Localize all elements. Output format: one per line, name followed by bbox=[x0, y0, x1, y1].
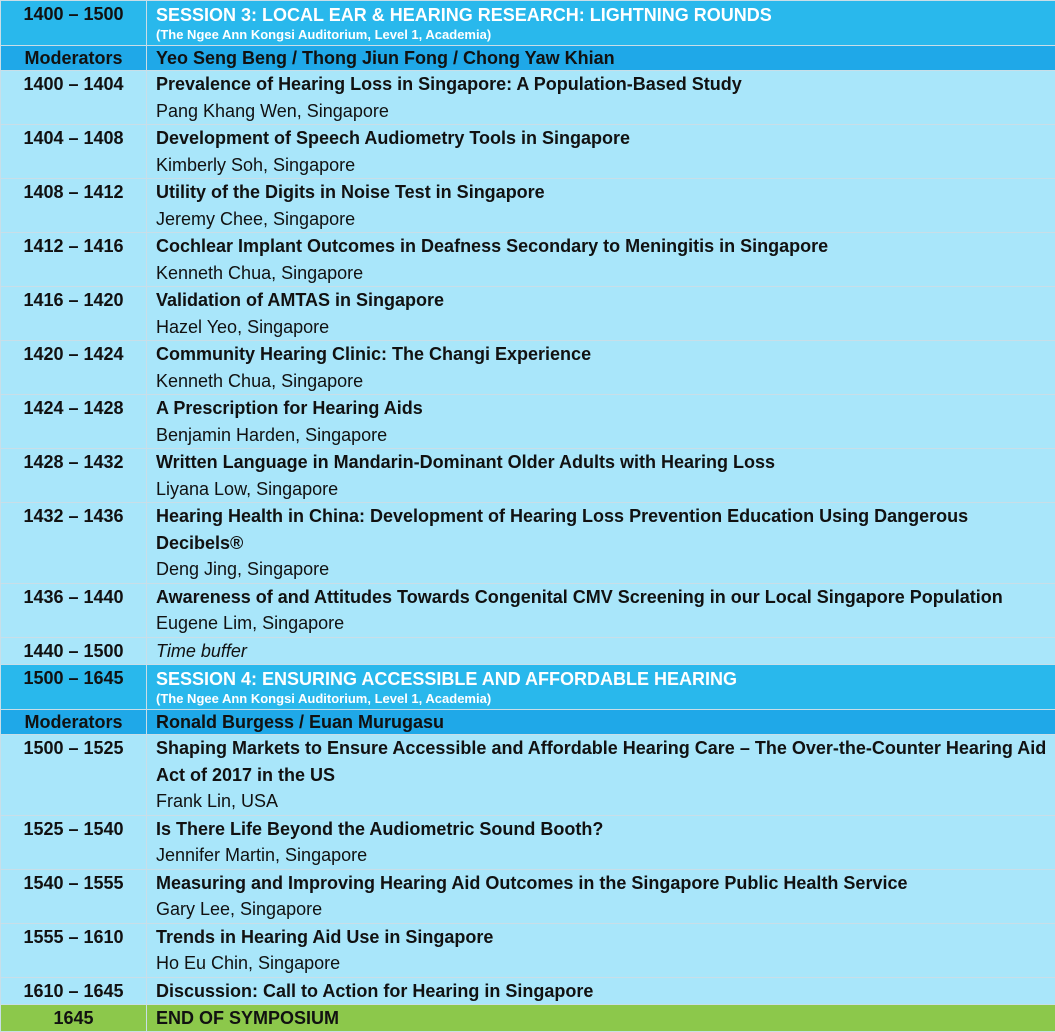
session-time: 1400 – 1500 bbox=[1, 1, 147, 46]
session-heading bbox=[147, 1, 1055, 46]
talk-details bbox=[147, 923, 1055, 977]
moderators-row bbox=[1, 710, 1055, 735]
session-title: SESSION 3: LOCAL EAR & HEARING RESEARCH: LIGHTNING ROUNDS bbox=[156, 1, 1055, 29]
talk-title: Cochlear Implant Outcomes in Deafness Secondary to Meningitis in Singapore bbox=[156, 233, 1055, 260]
talk-time: 1424 – 1428 bbox=[1, 395, 147, 449]
talk-speaker: Gary Lee, Singapore bbox=[156, 896, 1055, 923]
talk-details bbox=[147, 125, 1055, 179]
talk-row bbox=[1, 71, 1055, 125]
talk-details bbox=[147, 287, 1055, 341]
program-body bbox=[1, 1, 1055, 1032]
session-heading bbox=[147, 665, 1055, 710]
talk-row bbox=[1, 583, 1055, 637]
talk-row bbox=[1, 815, 1055, 869]
talk-details bbox=[147, 449, 1055, 503]
moderators-label: Moderators bbox=[1, 46, 147, 71]
talk-title: Measuring and Improving Hearing Aid Outcomes in the Singapore Public Health Service bbox=[156, 870, 1055, 897]
session-header-row bbox=[1, 1, 1055, 46]
moderators-names: Ronald Burgess / Euan Murugasu bbox=[147, 710, 1055, 735]
talk-speaker: Pang Khang Wen, Singapore bbox=[156, 98, 1055, 125]
talk-title: Is There Life Beyond the Audiometric Sound Booth? bbox=[156, 816, 1055, 843]
talk-speaker: Kenneth Chua, Singapore bbox=[156, 260, 1055, 287]
talk-time: 1420 – 1424 bbox=[1, 341, 147, 395]
talk-title: Utility of the Digits in Noise Test in Singapore bbox=[156, 179, 1055, 206]
talk-time: 1404 – 1408 bbox=[1, 125, 147, 179]
end-label: END OF SYMPOSIUM bbox=[147, 1005, 1055, 1032]
talk-title: Awareness of and Attitudes Towards Congenital CMV Screening in our Local Singapore Population bbox=[156, 584, 1055, 611]
talk-title: Community Hearing Clinic: The Changi Experience bbox=[156, 341, 1055, 368]
talk-title: A Prescription for Hearing Aids bbox=[156, 395, 1055, 422]
moderators-label: Moderators bbox=[1, 710, 147, 735]
talk-time: 1555 – 1610 bbox=[1, 923, 147, 977]
session-location: (The Ngee Ann Kongsi Auditorium, Level 1, Academia) bbox=[156, 689, 1055, 709]
session-time: 1500 – 1645 bbox=[1, 665, 147, 710]
talk-title: Shaping Markets to Ensure Accessible and Affordable Hearing Care – The Over-the-Counter Hearing Aid Act of 2017 in the US bbox=[156, 735, 1055, 788]
talk-details bbox=[147, 637, 1055, 665]
end-time: 1645 bbox=[1, 1005, 147, 1032]
talk-details bbox=[147, 395, 1055, 449]
talk-row bbox=[1, 869, 1055, 923]
talk-title: Discussion: Call to Action for Hearing in Singapore bbox=[156, 978, 1055, 1005]
talk-details bbox=[147, 233, 1055, 287]
talk-speaker: Kenneth Chua, Singapore bbox=[156, 368, 1055, 395]
talk-speaker: Liyana Low, Singapore bbox=[156, 476, 1055, 503]
talk-speaker: Kimberly Soh, Singapore bbox=[156, 152, 1055, 179]
talk-time: 1412 – 1416 bbox=[1, 233, 147, 287]
moderators-row bbox=[1, 46, 1055, 71]
session-location: (The Ngee Ann Kongsi Auditorium, Level 1, Academia) bbox=[156, 25, 1055, 45]
talk-speaker: Deng Jing, Singapore bbox=[156, 556, 1055, 583]
talk-row bbox=[1, 179, 1055, 233]
talk-details bbox=[147, 977, 1055, 1005]
talk-speaker: Frank Lin, USA bbox=[156, 788, 1055, 815]
talk-row bbox=[1, 287, 1055, 341]
talk-title: Validation of AMTAS in Singapore bbox=[156, 287, 1055, 314]
talk-details bbox=[147, 583, 1055, 637]
talk-title: Development of Speech Audiometry Tools in Singapore bbox=[156, 125, 1055, 152]
talk-speaker: Benjamin Harden, Singapore bbox=[156, 422, 1055, 449]
talk-details bbox=[147, 735, 1055, 816]
talk-time: 1416 – 1420 bbox=[1, 287, 147, 341]
moderators-names: Yeo Seng Beng / Thong Jiun Fong / Chong Yaw Khian bbox=[147, 46, 1055, 71]
talk-details bbox=[147, 869, 1055, 923]
talk-details bbox=[147, 503, 1055, 584]
session-title: SESSION 4: ENSURING ACCESSIBLE AND AFFORDABLE HEARING bbox=[156, 665, 1055, 693]
talk-title: Trends in Hearing Aid Use in Singapore bbox=[156, 924, 1055, 951]
talk-details bbox=[147, 71, 1055, 125]
talk-time: 1432 – 1436 bbox=[1, 503, 147, 584]
talk-row bbox=[1, 341, 1055, 395]
talk-speaker: Eugene Lim, Singapore bbox=[156, 610, 1055, 637]
talk-time: 1436 – 1440 bbox=[1, 583, 147, 637]
talk-row bbox=[1, 735, 1055, 816]
talk-row bbox=[1, 395, 1055, 449]
talk-row bbox=[1, 977, 1055, 1005]
talk-row bbox=[1, 923, 1055, 977]
talk-row bbox=[1, 125, 1055, 179]
end-row bbox=[1, 1005, 1055, 1032]
talk-time: 1525 – 1540 bbox=[1, 815, 147, 869]
talk-details bbox=[147, 815, 1055, 869]
talk-time: 1440 – 1500 bbox=[1, 637, 147, 665]
talk-title: Hearing Health in China: Development of Hearing Loss Prevention Education Using Dangerous Decibels® bbox=[156, 503, 1055, 556]
talk-row bbox=[1, 503, 1055, 584]
talk-time: 1428 – 1432 bbox=[1, 449, 147, 503]
talk-title: Prevalence of Hearing Loss in Singapore: A Population-Based Study bbox=[156, 71, 1055, 98]
talk-time: 1408 – 1412 bbox=[1, 179, 147, 233]
talk-details bbox=[147, 341, 1055, 395]
talk-title: Written Language in Mandarin-Dominant Older Adults with Hearing Loss bbox=[156, 449, 1055, 476]
talk-speaker: Ho Eu Chin, Singapore bbox=[156, 950, 1055, 977]
session-header-row bbox=[1, 665, 1055, 710]
talk-time: 1610 – 1645 bbox=[1, 977, 147, 1005]
talk-details bbox=[147, 179, 1055, 233]
talk-speaker: Jennifer Martin, Singapore bbox=[156, 842, 1055, 869]
talk-row bbox=[1, 449, 1055, 503]
talk-speaker: Jeremy Chee, Singapore bbox=[156, 206, 1055, 233]
talk-time: 1500 – 1525 bbox=[1, 735, 147, 816]
talk-title: Time buffer bbox=[156, 638, 1055, 665]
talk-speaker: Hazel Yeo, Singapore bbox=[156, 314, 1055, 341]
talk-time: 1540 – 1555 bbox=[1, 869, 147, 923]
talk-row bbox=[1, 233, 1055, 287]
talk-time: 1400 – 1404 bbox=[1, 71, 147, 125]
talk-row bbox=[1, 637, 1055, 665]
